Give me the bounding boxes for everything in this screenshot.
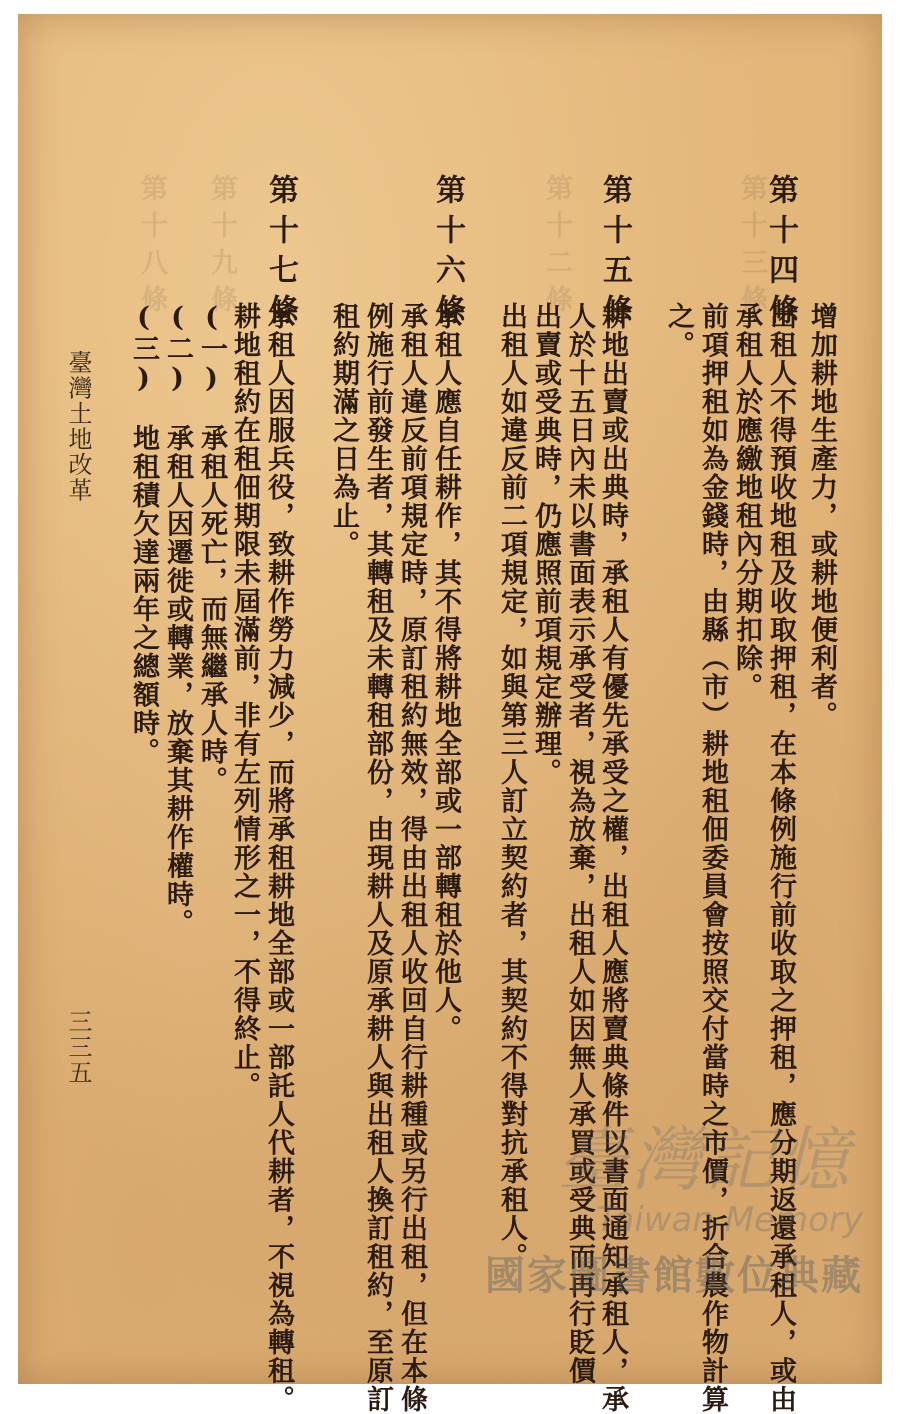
watermark-latin: Taiwan Memory (596, 1200, 863, 1240)
book-title: 臺灣土地改革 (64, 350, 92, 503)
article-14-line: 承租人於應繳地租內分期扣除。 (731, 302, 762, 701)
article-17-line: 承租人因服兵役，致耕作勞力減少，而將承租耕地全部或一部託人代耕者，不視為轉租。 (263, 302, 294, 1414)
article-16-line: 例施行前發生者，其轉租及未轉租部份，由現耕人及原承耕人與出租人換訂租約，至原訂 (362, 302, 393, 1414)
ghost-heading: 第十八條 (136, 174, 167, 322)
article-16-line: 承租人應自任耕作，其不得將耕地全部或一部轉租於他人。 (430, 302, 461, 1043)
article-15-line: 出租人如違反前二項規定，如與第三人訂立契約者，其契約不得對抗承租人。 (496, 302, 527, 1271)
article-15-line: 耕地出賣或出典時，承租人有優先承受之權，出租人應將賣典條件以書面通知承租人，承 (597, 302, 628, 1414)
article-17-heading: 第十七條 (263, 174, 298, 334)
article-15-line: 人於十五日內未以書面表示承受者，視為放棄，出租人如因無人承買或受典而再行貶價 (564, 302, 595, 1385)
article-15-line: 出賣或受典時，仍應照前項規定辦理。 (530, 302, 561, 787)
article-17-line: (一) 承租人死亡，而無繼承人時。 (196, 302, 227, 795)
watermark (413, 1104, 873, 1304)
article-14-line: 之。 (663, 302, 694, 359)
article-14-line: 出租人不得預收地租及收取押租，在本條例施行前收取之押租，應分期返還承租人，或由 (765, 302, 796, 1414)
article-16-heading: 第十六條 (430, 174, 465, 334)
article-14-line: 前項押租如為金錢時，由縣（市）耕地租佃委員會按照交付當時之市價，折合農作物計算 (697, 302, 728, 1414)
article-16-line: 承租人違反前項規定時，原訂租約無效，得由出租人收回自行耕種或另行出租，但在本條 (396, 302, 427, 1414)
watermark-script: 臺灣記憶 (557, 1119, 853, 1201)
page-number: 三三五 (64, 1009, 92, 1086)
book-page (18, 14, 882, 1414)
article-15-heading: 第十五條 (597, 174, 632, 334)
ghost-heading: 第十三條 (736, 174, 767, 322)
ghost-heading: 第十九條 (206, 174, 237, 322)
continuation-line: 增加耕地生產力，或耕地便利者。 (806, 302, 837, 730)
ghost-heading: 第十二條 (541, 174, 572, 322)
watermark-org: 國家圖書館數位典藏 (485, 1253, 863, 1299)
article-17-line: 耕地租約在租佃期限未屆滿前，非有左列情形之一，不得終止。 (229, 302, 260, 1100)
article-17-line: (三) 地租積欠達兩年之總額時。 (128, 302, 159, 766)
article-17-line: (二) 承租人因遷徙或轉業，放棄其耕作權時。 (162, 302, 193, 937)
article-14-heading: 第十四條 (763, 174, 798, 334)
article-16-line: 租約期滿之日為止。 (328, 302, 359, 559)
